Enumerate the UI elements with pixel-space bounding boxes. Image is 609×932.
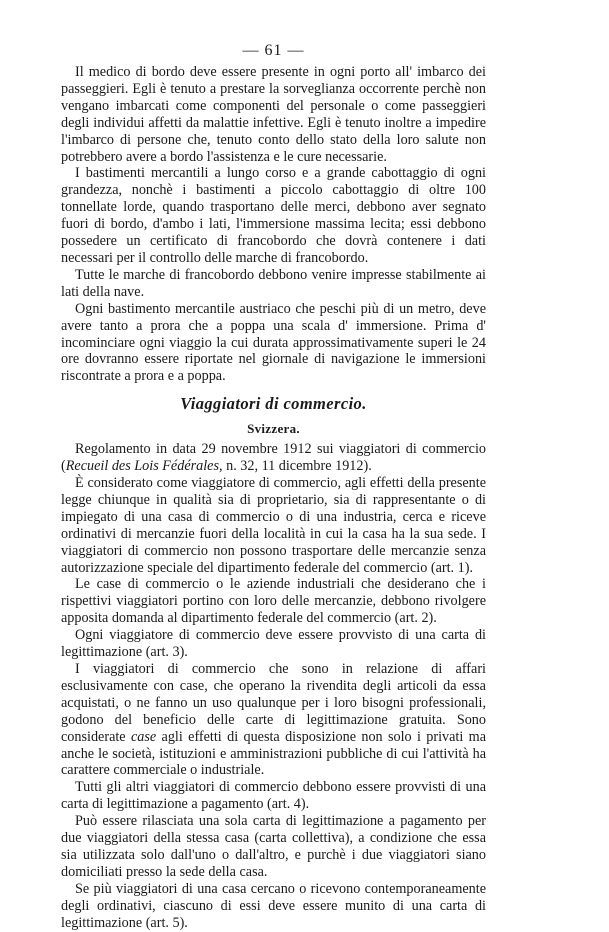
paragraph-regulation-intro xyxy=(61,441,486,475)
section-title: Viaggiatori di commercio. xyxy=(180,394,367,414)
paragraph-merchandise-request: Le case di commercio o le aziende industriali che desiderano che i rispettivi viaggiatori portino con loro delle mercanzie, debbono rivolgere apposita domanda al dipartimento federale del commercio (art. 2). xyxy=(61,576,486,627)
intro-text-after: n. 32, 11 dicembre 1912). xyxy=(222,458,372,475)
paragraph-free-card xyxy=(61,661,486,779)
paragraph-collective-card: Può essere rilasciata una sola carta di legittimazione a pagamento per due viaggiatori della stessa casa (carta collettiva), a condizione che essa sia utilizzata solo dall'uno o dall'altro, e purchè i due viaggiatori siano domiciliati presso la sede della casa. xyxy=(61,813,486,880)
intro-source: Recueil des Lois Fédérales, xyxy=(65,458,223,475)
free-card-italic-case: case xyxy=(130,728,157,745)
subsection-title: Svizzera. xyxy=(247,421,300,437)
free-card-text-after: agli effetti di questa disposizione non solo i privati ma anche le società, istituzioni e amministrazioni pubbliche di cui l'attività ha carattere commerciale o industriale. xyxy=(61,728,486,779)
paragraph-paid-card: Tutti gli altri viaggiatori di commercio debbono essere provvisti di una carta di legittimazione a pagamento (art. 4). xyxy=(61,779,486,813)
free-card-text-before: I viaggiatori di commercio che sono in relazione di affari esclusivamente con case, che operano la rivendita degli articoli da essa acquistati, o ne fanno un uso qualunque per i loro bisogni professionali, godono del beneficio delle carte di legittimazione gratuita. Sono considerate xyxy=(61,661,486,745)
paragraph-legitimation-card: Ogni viaggiatore di commercio deve essere provvisto di una carta di legittimazione (art. 3). xyxy=(61,627,486,661)
paragraph-multiple-travellers: Se più viaggiatori di una casa cercano o ricevono contemporaneamente degli ordinativi, ciascuno di essi deve essere munito di una carta di legittimazione (art. 5). xyxy=(61,880,486,931)
intro-text-before: Regolamento in data 29 novembre 1912 sui viaggiatori di commercio ( xyxy=(61,441,486,475)
document-page xyxy=(61,40,486,932)
paragraph-freeboard-marks: Tutte le marche di francobordo debbono venire impresse stabilmente ai lati della nave. xyxy=(61,266,486,300)
paragraph-draught-scale: Ogni bastimento mercantile austriaco che peschi più di un metro, deve avere tanto a prora che a poppa una scala d' immersione. Prima d' incominciare ogni viaggio la cui durata approssimativamente superi le 24 ore dovranno essere riportate nel giornale di navigazione le immersioni riscontrate a prora e a poppa. xyxy=(61,300,486,385)
paragraph-ship-doctor: Il medico di bordo deve essere presente in ogni porto all' imbarco dei passeggieri. Egli è tenuto a prestare la sorveglianza occorrente perchè non vengano imbarcati come componenti del personale o come passeggieri degli individui affetti da malattie infettive. Egli è tenuto inoltre a impedire l'imbarco di persone che, tenuto conto dello stato della loro salute non potrebbero avere a bordo l'assistenza e le cure necessarie. xyxy=(61,64,486,165)
paragraph-load-lines: I bastimenti mercantili a lungo corso e a grande cabottaggio di ogni grandezza, nonchè i bastimenti a piccolo cabottaggio di oltre 100 tonnellate lorde, quando trasportano delle merci, debbono aver segnato fuori di bordo, d'ambo i lati, l'immersione massima lecita; essi debbono possedere un certificato di francobordo che dovrà contenere i dati necessari per il controllo delle marche di francobordo. xyxy=(61,165,486,266)
paragraph-definition: È considerato come viaggiatore di commercio, agli effetti della presente legge chiunque in qualità sia di proprietario, sia di rappresentante o di impiegato di una casa di commercio o di una industria, cerca e riceve ordinativi di mercanzie fuori della località in cui la casa ha la sua sede. I viaggiatori di commercio non possono trasportare delle mercanzie senza autorizzazione speciale del dipartimento federale del commercio (art. 1). xyxy=(61,475,486,576)
page-number: — 61 — xyxy=(242,42,305,59)
